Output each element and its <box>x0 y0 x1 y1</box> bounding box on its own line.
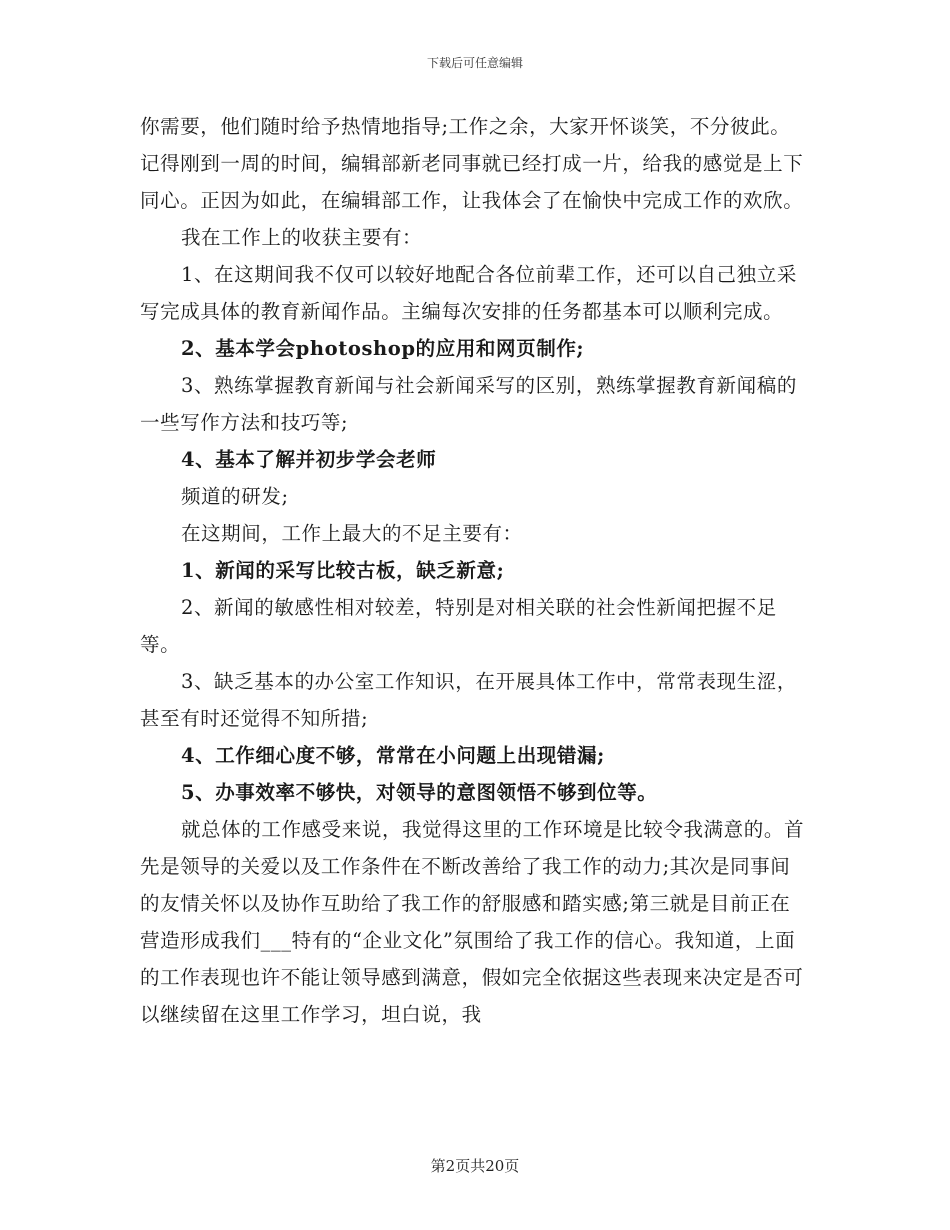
paragraph-gains-heading: 我在工作上的收获主要有： <box>180 226 423 249</box>
paragraph-overall-feeling: 就总体的工作感受来说，我觉得这里的工作环境是比较令我满意的。首先是领导的关爱以及工作条件在不断改善给了我工作的动力;其次是同事间的友情关怀以及协作互助给了我工作的舒服感和踏实感;第三就是目前正在营造形成我们___特有的“企业文化”氛围给了我工作的信心。我知道，上面的工作表现也许不能让领导感到满意，假如完全依据这些表现来决定是否可以继续留在这里工作学习，坦白说，我 <box>140 818 805 1026</box>
paragraph-gain-1: 1、在这期间我不仅可以较好地配合各位前辈工作，还可以自己独立采写完成具体的教育新闻作品。主编每次安排的任务都基本可以顺利完成。 <box>140 263 797 323</box>
paragraph-gain-4: 4、基本了解并初步学会老师 <box>180 448 437 471</box>
paragraph-gain-3: 3、熟练掌握教育新闻与社会新闻采写的区别，熟练掌握教育新闻稿的一些写作方法和技巧等; <box>140 374 797 434</box>
paragraph-shortcoming-5: 5、办事效率不够快，对领导的意图领悟不够到位等。 <box>180 781 658 804</box>
paragraph-intro-continuation: 你需要，他们随时给予热情地指导;工作之余，大家开怀谈笑，不分彼此。记得刚到一周的时间，编辑部新老同事就已经打成一片，给我的感觉是上下同心。正因为如此，在编辑部工作，让我体会了在愉快中完成工作的欢欣。 <box>140 115 804 212</box>
paragraph-shortcoming-3: 3、缺乏基本的办公室工作知识，在开展具体工作中，常常表现生涩，甚至有时还觉得不知所措; <box>140 670 797 730</box>
paragraph-shortcomings-heading: 在这期间，工作上最大的不足主要有： <box>180 522 523 545</box>
paragraph-shortcoming-2: 2、新闻的敏感性相对较差，特别是对相关联的社会性新闻把握不足等。 <box>140 596 777 656</box>
page-footer: 第2页共20页 <box>430 1157 520 1175</box>
paragraph-gain-4-continued: 频道的研发; <box>180 485 289 508</box>
paragraph-gain-2: 2、基本学会photoshop的应用和网页制作; <box>180 337 585 360</box>
page-header: 下载后可任意编辑 <box>426 56 523 70</box>
paragraph-shortcoming-1: 1、新闻的采写比较古板，缺乏新意; <box>180 559 505 582</box>
document-body <box>140 108 810 1033</box>
paragraph-shortcoming-4: 4、工作细心度不够，常常在小问题上出现错漏; <box>180 744 605 767</box>
